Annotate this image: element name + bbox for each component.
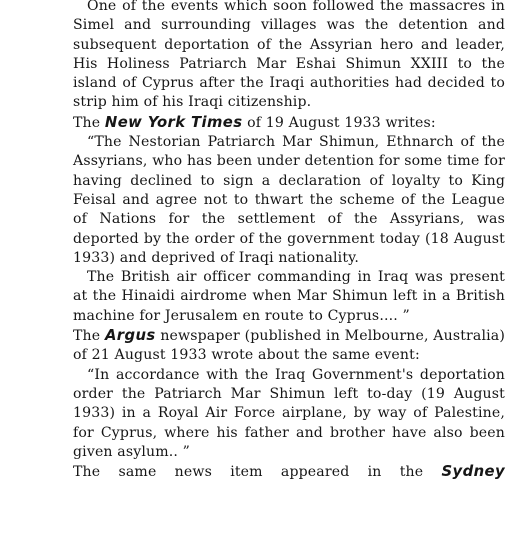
argus-intro-suffix: newspaper (published in Melbourne, Australia) of 21 August 1933 wrote about the same event: [73,328,505,364]
nyt-intro-prefix: The [73,114,105,131]
nyt-quote-paragraph-1: “The Nestorian Patriarch Mar Shimun, Ethnarch of the Assyrians, who has been under detention for some time for having declined to sign a declaration of loyalty to King Feisal and agree not to thwart the scheme of the League of Nations for the settlement of the Assyrians, was deported by the order of the government today (18 August 1933) and deprived of Iraqi nationality. [73,134,505,266]
publication-name-argus: Argus [104,327,156,345]
sydney-intro-prefix: The same news item appeared in the [73,464,442,481]
publication-name-nyt: New York Times [104,113,243,131]
nyt-intro-paragraph [73,113,505,133]
argus-quote-paragraph: “In accordance with the Iraq Government's deportation order the Patriarch Mar Shimun left to-day (19 August 1933) in a Royal Air Force airplane, by way of Palestine, for Cyprus, where his father and brother have also been given asylum.. ” [73,366,505,460]
nyt-quote-paragraph-2: The British air officer commanding in Iraq was present at the Hinaidi airdrome when Mar Shimun left in a British machine for Jerusalem en route to Cyprus.... ” [73,269,505,324]
argus-intro-prefix: The [73,328,105,345]
nyt-intro-suffix: of 19 August 1933 writes: [242,114,436,131]
publication-name-sydney: Sydney [441,463,505,481]
sydney-intro-paragraph [73,462,505,482]
document-page [73,0,505,482]
intro-paragraph: One of the events which soon followed the massacres in Simel and surrounding villages was the detention and subsequent deportation of the Assyrian hero and leader, His Holiness Patriarch Mar Eshai Shimun XXIII to the island of Cyprus after the Iraqi authorities had decided to strip him of his Iraqi citizenship. [73,0,505,111]
argus-intro-paragraph [73,326,505,366]
